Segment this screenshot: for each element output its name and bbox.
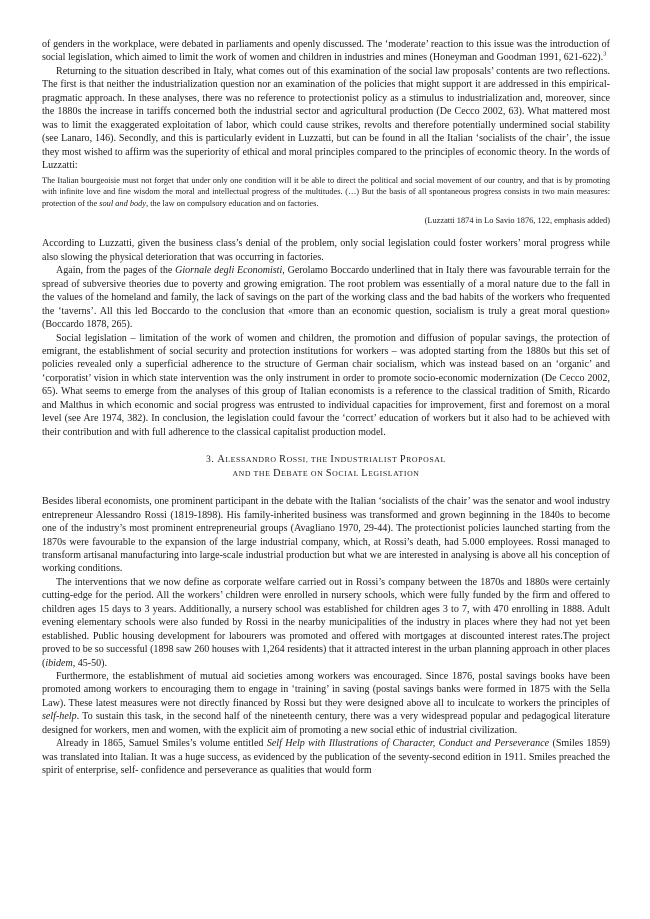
heading-cap: L	[361, 468, 369, 480]
heading-sc: AND THE	[232, 469, 274, 479]
heading-cap: I	[330, 454, 335, 466]
ibidem-italic: ibidem	[45, 657, 73, 669]
heading-sc: LESSANDRO	[225, 455, 280, 465]
welfare-text-b: , 45-50).	[72, 657, 108, 669]
self-help-italic: self-help	[42, 711, 77, 723]
mutual-aid-text-a: Furthermore, the establishment of mutual aid societies among workers was encouraged. Since 1876, postal savings books have been promoted among workers to encouraging them to engage in ‘training’ in saving (postal savings banks were formed in 1875 with the Sella Law). These latest measures were not directly financed by Rossi but they were designed above all to inculcate to workers the principles of	[42, 671, 610, 709]
book-title-italic: Self Help with Illustrations of Character, Conduct and Perseverance	[266, 738, 550, 750]
quote-text-b: , the law on compulsory education and on factories.	[146, 198, 319, 208]
heading-cap: P	[399, 454, 407, 466]
footnote-marker[interactable]: 3	[603, 51, 607, 59]
mutual-aid-text-b: . To sustain this task, in the second half of the nineteenth century, there was a very widespread popular and pedagogical literature designed for workers, men and women, with the explicit aim of promoting a new social ethic of industrial civilization.	[42, 711, 610, 736]
paragraph-opening	[42, 38, 610, 65]
section-number: 3.	[206, 455, 215, 466]
heading-sc: EBATE ON	[281, 469, 326, 479]
quote-text-a: The Italian bourgeoisie must not forget that under only one condition will it be able to direct the political and social movement of our country, and that is by promoting with infinite love and fine wisdom the moral and intellectual progress of the multitudes. (…) But the basis of all spontaneous progress consists in two main measures: protection of the	[42, 175, 610, 208]
smiles-text-a: Already in 1865, Samuel Smiles’s volume entitled	[56, 738, 267, 750]
section-heading	[42, 453, 610, 481]
paragraph-luzzatti-conclusion: According to Luzzatti, given the business class’s denial of the problem, only social legislation could foster workers’ moral progress while also slowing the physical deterioration that was occurring in factories.	[42, 238, 610, 263]
paragraph-two-reflections: Returning to the situation described in Italy, what comes out of this examination of the social law proposals’ contents are two reflections. The first is that neither the industrialization question nor an examination of the policies that might support it are addressed in this empirical-pragmatic approach. In these analyses, there was no reference to protectionist policy as a stimulus to industrialization and, moreover, since the 1880s the increase in tariffs concerned both the industrial sector and agricultural production (De Cecco 2002, 63). What mattered most was to limit the exaggerated exploitation of labor, which could cause strikes, revolts and therefore potentially undermined social stability (see Lanaro, 146). Secondly, and this is particularly evident in Luzzatti, but can be found in all the Italian ‘socialists of the chair’, the issue they most wished to affirm was the superiority of ethical and moral principles compared to the principles of economic theory. In the words of Luzzatti:	[42, 65, 610, 172]
journal-title: Giornale degli Economisti	[175, 265, 283, 277]
block-quote-luzzatti	[42, 175, 610, 210]
heading-cap: D	[273, 468, 282, 480]
paragraph-corporate-welfare	[42, 576, 610, 670]
paragraph-social-legislation: Social legislation – limitation of the work of women and children, the promotion and diffusion of popular savings, the protection of emigrant, the establishment of social security and protection institutions for workers – was adopted starting from the 1880s but this set of policies revealed only a superficial adherence to the structure of German chair socialism, which was instead based on an ‘organic’ and ‘corporatist’ vision in which state intervention was the only instrument in order to promote socio-economic modernization (De Cecco 2002, 65). What seems to emerge from the analyses of this group of Italian economists is a reference to the classical tradition of Smith, Ricardo and Malthus in which economic and social progress was entrusted to individual capacities for improvement, first and foremost on a moral level (see Are 1974, 382). In conclusion, the legislation could favour the ‘correct’ education of workers but it also had to be achieved with their contribution and with full adherence to the classical capitalist production model.	[42, 332, 610, 438]
welfare-text-a: The interventions that we now define as corporate welfare carried out in Rossi’s company between the 1870s and 1880s were certainly cutting-edge for the period. All the workers’ children were enrolled in nursery schools, which were fully funded by the firm and offered to children ages 15 days to 3 years. Additionally, a nursery school was established for children ages 3 to 7, with 470 enrolling in 1888. Adult evening elementary schools were also funded by Rossi in the nearby municipalities of the industry in places where they had not yet been established. Public housing development for labourers was promoted and offered with mortgages at discounted interest rates.The project proved to be so successful (1898 saw 260 houses with 1,264 residents) that it attracted interest in the urban planning approach in other places (	[42, 576, 610, 669]
paragraph-opening-text: of genders in the workplace, were debated in parliaments and openly discussed. The ‘moderate’ reaction to this issue was the introduction of social legislation, which aimed to limit the work of women and children in industries and mines (Honeyman and Goodman 1991, 621-622).	[42, 39, 610, 64]
heading-cap: R	[279, 454, 287, 466]
heading-cap: A	[217, 454, 226, 466]
section-heading-line-1	[42, 453, 610, 467]
paragraph-smiles	[42, 737, 610, 777]
paragraph-mutual-aid	[42, 670, 610, 737]
heading-sc: OSSI, THE	[286, 455, 331, 465]
heading-sc: NDUSTRIALIST	[334, 455, 400, 465]
heading-cap: S	[325, 468, 333, 480]
paragraph-rossi-intro: Besides liberal economists, one prominent participant in the debate with the Italian ‘socialists of the chair’ was the senator and wool industry entrepreneur Alessandro Rossi (1819-1898). His family-inherited business was transformed and grown beginning in the 1840s to become one of the industry’s most prominent entrepreneurial groups (Avagliano 1970, 29-44). The protectionist policies launched starting from the 1870s were favourable to the expansion of the large industrial company, which, at Rossi’s death, had 5.000 employees. Rossi managed to transform artisanal manufacturing into large-scale industrial production but what we are interested in analysing is above all his conception of working conditions.	[42, 496, 610, 575]
section-heading-line-2	[42, 467, 610, 481]
heading-sc: OCIAL	[332, 469, 362, 479]
boccardo-text-a: Again, from the pages of the	[56, 265, 176, 277]
smiles-text-b: (Smiles 1859) was translated into Italian. It was a huge success, as evidenced by the publication of the seventy-second edition in 1911. Smiles preached the spirit of enterprise, self- confidence and perseverance as qualities that would form	[42, 738, 610, 777]
quote-emphasis: soul and body	[99, 198, 147, 208]
heading-sc: EGISLATION	[368, 469, 420, 479]
quote-citation: (Luzzatti 1874 in Lo Savio 1876, 122, emphasis added)	[424, 215, 610, 225]
heading-sc: ROPOSAL	[406, 455, 446, 465]
boccardo-text-b: , Gerolamo Boccardo underlined that in Italy there was favourable terrain for the spread of subversive theories due to poverty and growing emigration. The root problem was essentially of a moral nature due to the fall in the values of the homeland and family, the lack of savings on the part of the working class and the bad habits of the workers who frequented the ‘taverns’. All this led Boccardo to the conclusion that «more than an economic question, socialism is truly a great moral question» (Boccardo 1878, 265).	[42, 265, 610, 331]
paragraph-boccardo	[42, 264, 610, 331]
